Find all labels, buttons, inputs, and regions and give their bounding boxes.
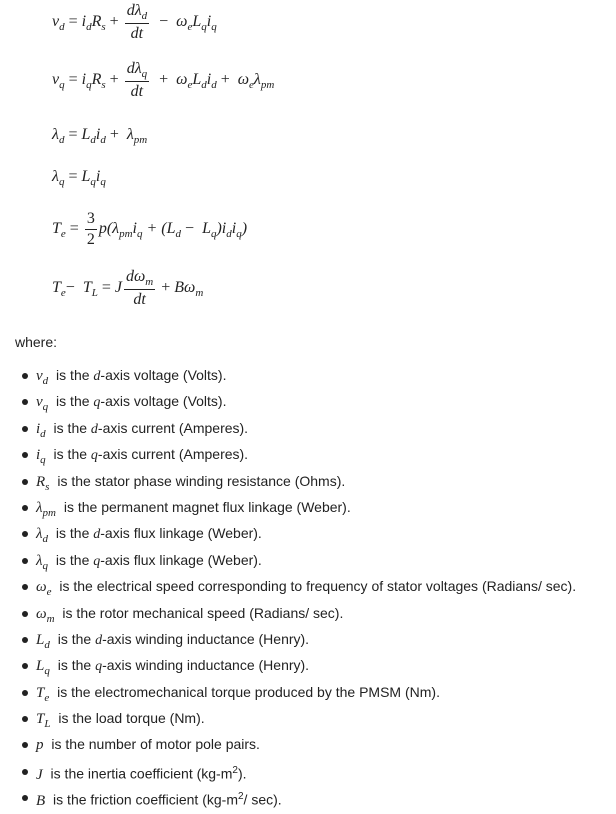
definitions-list bbox=[0, 362, 616, 811]
definition-symbol: $R_s$ bbox=[36, 473, 50, 493]
definition-text: is the load torque (Nm). bbox=[54, 710, 205, 727]
definition-symbol: $v_q$ bbox=[36, 394, 49, 414]
definition-superscript: 2 bbox=[232, 764, 238, 776]
definition-symbol: $v_d$ bbox=[36, 368, 49, 387]
bullet-icon bbox=[22, 399, 28, 405]
equation-vd: $v_d = i_dR_s$ + $\frac{d\lambda_d}{dt}$ − $\omega_eL_qi_q$ bbox=[52, 2, 217, 42]
definition-item bbox=[0, 520, 616, 546]
bullet-icon bbox=[22, 795, 28, 801]
bullet-icon bbox=[22, 505, 28, 511]
definition-item bbox=[0, 705, 616, 731]
definition-text-tail: -axis current (Amperes). bbox=[97, 419, 249, 436]
definition-item bbox=[0, 468, 616, 494]
definition-text: is the permanent magnet flux linkage (Weber). bbox=[59, 498, 351, 515]
definition-text-end: ). bbox=[237, 765, 247, 782]
definition-axis: d bbox=[90, 421, 98, 437]
equation-torque: $T_e$ = $\frac{3}{2}$ $p(\lambda_{pm}i_q + (L_d - L_q)i_di_q)$ bbox=[52, 210, 248, 248]
definition-text-tail: -axis flux linkage (Weber). bbox=[100, 525, 262, 542]
definition-text-tail: -axis flux linkage (Weber). bbox=[100, 551, 262, 568]
bullet-icon bbox=[22, 716, 28, 722]
definition-text-tail: -axis winding inductance (Henry). bbox=[102, 630, 310, 647]
definition-axis: q bbox=[90, 448, 98, 464]
definition-symbol: $\omega_m$ bbox=[36, 605, 55, 625]
definition-symbol: B bbox=[36, 792, 46, 809]
definition-item bbox=[0, 784, 616, 810]
bullet-icon bbox=[22, 690, 28, 696]
definition-text-tail: -axis voltage (Volts). bbox=[100, 367, 227, 383]
definition-item bbox=[0, 758, 616, 784]
definition-item bbox=[0, 731, 616, 757]
definition-symbol: p bbox=[36, 737, 44, 754]
definition-axis: q bbox=[93, 395, 101, 411]
definition-axis: d bbox=[95, 632, 103, 648]
definition-text: is the bbox=[52, 551, 94, 568]
definition-text: is the electromechanical torque produced by the PMSM (Nm). bbox=[53, 683, 440, 700]
bullet-icon bbox=[22, 769, 28, 775]
definition-text-tail: -axis voltage (Volts). bbox=[100, 393, 227, 410]
definition-symbol: $T_e$ bbox=[36, 684, 50, 704]
bullet-icon bbox=[22, 479, 28, 485]
bullet-icon bbox=[22, 637, 28, 643]
definition-symbol: $i_q$ bbox=[36, 447, 46, 467]
bullet-icon bbox=[22, 584, 28, 590]
definition-axis: d bbox=[93, 527, 101, 543]
fraction-domega-m-dt: $\frac{d\omega_m}{dt}$ bbox=[126, 268, 154, 308]
definition-symbol: $\lambda_d$ bbox=[36, 526, 48, 546]
bullet-icon bbox=[22, 558, 28, 564]
definition-item bbox=[0, 494, 616, 520]
definition-text-tail: -axis winding inductance (Henry). bbox=[102, 657, 310, 674]
equation-mechanical: $T_e- T_L = J$ $\frac{d\omega_m}{dt}$ + $B\omega_m$ bbox=[52, 268, 204, 308]
definition-text: is the inertia coefficient (kg-m bbox=[46, 765, 233, 782]
definition-axis: d bbox=[93, 369, 101, 384]
where-label: where: bbox=[15, 334, 58, 350]
definition-axis: q bbox=[93, 553, 101, 569]
bullet-icon bbox=[22, 663, 28, 669]
definition-text: is the stator phase winding resistance (Ohms). bbox=[53, 472, 346, 489]
definition-text-end: / sec). bbox=[243, 791, 282, 808]
bullet-icon bbox=[22, 742, 28, 748]
definition-item bbox=[0, 600, 616, 626]
fraction-three-halves: $\frac{3}{2}$ bbox=[86, 210, 95, 248]
bullet-icon bbox=[22, 452, 28, 458]
definition-symbol: $\lambda_{pm}$ bbox=[36, 499, 56, 519]
equation-lambda-d: $\lambda_d = L_di_d + \lambda_{pm}$ bbox=[52, 126, 148, 146]
definition-item bbox=[0, 415, 616, 441]
definition-symbol: $L_d$ bbox=[36, 631, 50, 651]
definition-text-tail: -axis current (Amperes). bbox=[97, 446, 249, 463]
definition-text: is the electrical speed corresponding to frequency of stator voltages (Radians/ sec). bbox=[55, 578, 577, 595]
fraction-dlambda-d-dt: $\frac{d\lambda_d}{dt}$ bbox=[126, 2, 148, 42]
definition-item bbox=[0, 362, 616, 388]
definition-symbol: $\lambda_q$ bbox=[36, 552, 48, 572]
equation-lambda-q: $\lambda_q = L_qi_q$ bbox=[52, 168, 106, 188]
definition-symbol: $L_q$ bbox=[36, 658, 50, 678]
definition-item bbox=[0, 441, 616, 467]
equation-vq: $v_q = i_qR_s$ + $\frac{d\lambda_q}{dt}$ + $\omega_eL_di_d + \omega_e\lambda_{pm}$ bbox=[52, 60, 275, 100]
definition-symbol: $\omega_e$ bbox=[36, 579, 52, 599]
definition-item bbox=[0, 652, 616, 678]
bullet-icon bbox=[22, 426, 28, 432]
definition-item bbox=[0, 679, 616, 705]
definition-item bbox=[0, 388, 616, 414]
definition-symbol: $T_L$ bbox=[36, 711, 51, 731]
definition-item bbox=[0, 573, 616, 599]
definition-text: is the bbox=[49, 446, 91, 463]
definition-text: is the bbox=[53, 657, 96, 674]
definition-text: is the bbox=[49, 419, 91, 436]
fraction-dlambda-q-dt: $\frac{d\lambda_q}{dt}$ bbox=[126, 60, 148, 100]
definition-text: is the bbox=[52, 525, 94, 542]
definition-symbol: J bbox=[36, 766, 43, 783]
definition-item bbox=[0, 547, 616, 573]
bullet-icon bbox=[22, 611, 28, 617]
bullet-icon bbox=[22, 373, 28, 379]
definition-text: is the friction coefficient (kg-m bbox=[49, 791, 238, 808]
definition-superscript: 2 bbox=[237, 791, 244, 803]
definition-symbol: $i_d$ bbox=[36, 420, 46, 440]
definition-text: is the bbox=[53, 630, 96, 647]
definition-text: is the bbox=[52, 367, 94, 383]
definition-axis: q bbox=[95, 659, 103, 675]
definition-text: is the number of motor pole pairs. bbox=[47, 736, 260, 753]
definition-item bbox=[0, 626, 616, 652]
definition-text: is the rotor mechanical speed (Radians/ sec). bbox=[58, 604, 344, 621]
definition-text: is the bbox=[52, 393, 94, 410]
bullet-icon bbox=[22, 531, 28, 537]
